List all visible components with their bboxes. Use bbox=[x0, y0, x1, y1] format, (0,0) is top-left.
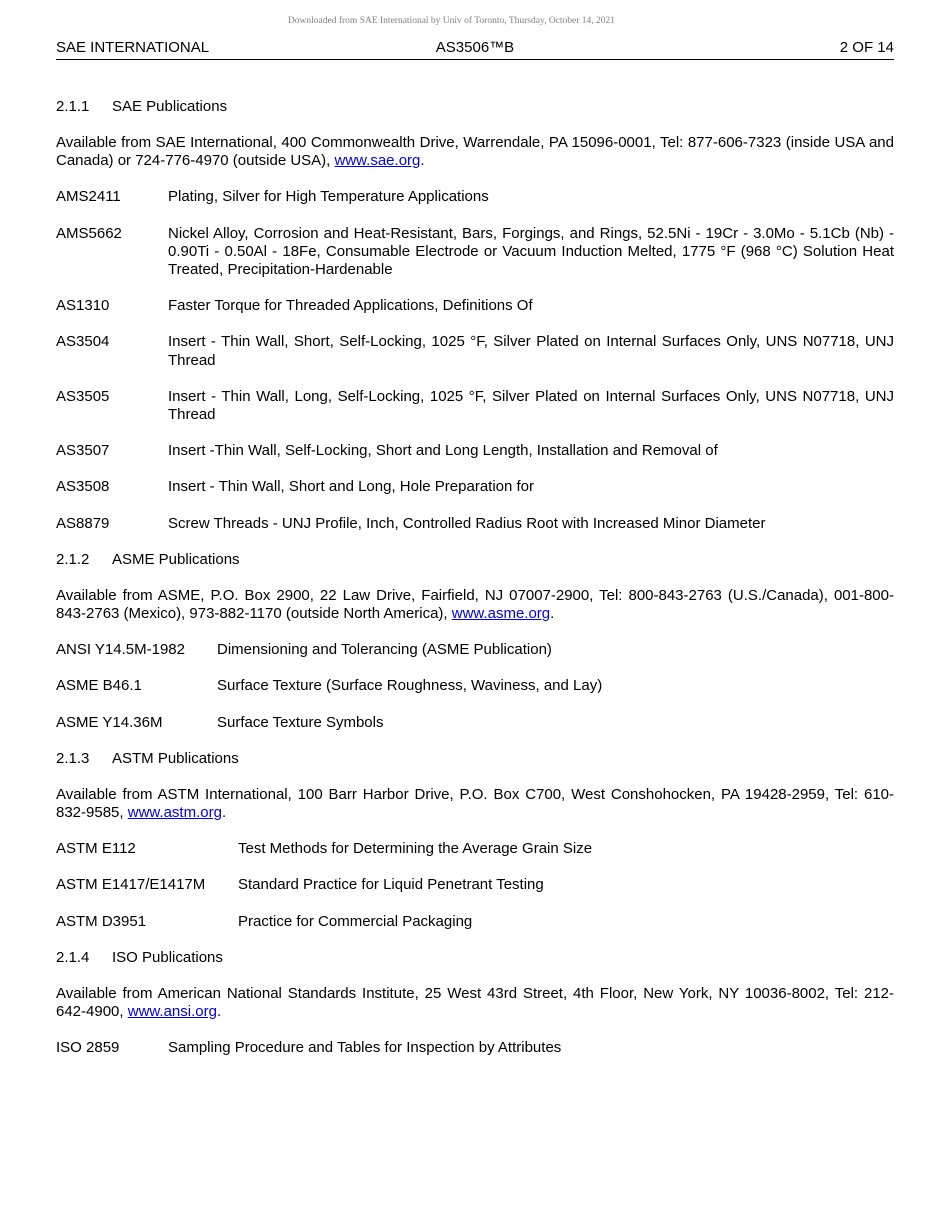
header-page-number: 2 OF 14 bbox=[839, 39, 894, 56]
reference-entry bbox=[56, 913, 894, 931]
reference-entry bbox=[56, 333, 894, 369]
reference-title: Insert -Thin Wall, Self-Locking, Short and Long Length, Installation and Removal of bbox=[168, 442, 718, 460]
availability-text: Available from ASTM International, 100 Barr Harbor Drive, P.O. Box C700, West Conshohocken, PA 19428-2959, Tel: 610-832-9585, bbox=[56, 785, 894, 822]
reference-title: Standard Practice for Liquid Penetrant Testing bbox=[238, 876, 544, 894]
reference-title: Dimensioning and Tolerancing (ASME Publication) bbox=[217, 641, 552, 659]
reference-code: AS1310 bbox=[56, 297, 110, 315]
reference-entry bbox=[56, 876, 894, 894]
reference-code: ASME B46.1 bbox=[56, 677, 142, 695]
reference-code: ASTM D3951 bbox=[56, 912, 147, 930]
section-title: ISO Publications bbox=[112, 948, 223, 966]
reference-title: Nickel Alloy, Corrosion and Heat-Resistant, Bars, Forgings, and Rings, 52.5Ni - 19Cr - 3.0Mo - 5.1Cb (Nb) - 0.90Ti - 0.50Al - 18Fe, Consumable Electrode or Vacuum Induction Melted, 1775 °F (968 °C) Solution Heat Treated, Precipitation-Hardenable bbox=[168, 224, 894, 279]
reference-code: ASTM E1417/E1417M bbox=[56, 876, 206, 894]
astm-website-link[interactable]: www.astm.org bbox=[127, 804, 222, 822]
reference-code: AMS2411 bbox=[56, 188, 121, 206]
availability-text: Available from ASME, P.O. Box 2900, 22 Law Drive, Fairfield, NJ 07007-2900, Tel: 800-843-2763 (U.S./Canada), 001-800-843-2763 (Mexico), 973-882-1170 (outside North America), bbox=[56, 586, 894, 623]
reference-entry bbox=[56, 388, 894, 424]
header-organization: SAE INTERNATIONAL bbox=[56, 39, 210, 56]
section-title: ASME Publications bbox=[112, 550, 240, 568]
asme-website-link[interactable]: www.asme.org bbox=[451, 605, 551, 623]
reference-entry bbox=[56, 1039, 894, 1057]
reference-entry bbox=[56, 515, 894, 533]
reference-code: AS3504 bbox=[56, 333, 110, 351]
reference-code: AS3507 bbox=[56, 442, 110, 460]
reference-title: Sampling Procedure and Tables for Inspection by Attributes bbox=[168, 1039, 562, 1057]
section-title: ASTM Publications bbox=[112, 749, 239, 767]
reference-title: Insert - Thin Wall, Short, Self-Locking, 1025 °F, Silver Plated on Internal Surfaces Only, UNS N07718, UNJ Thread bbox=[168, 333, 894, 369]
availability-astm: Available from ASTM International, 100 Barr Harbor Drive, P.O. Box C700, West Conshohocken, PA 19428-2959, Tel: 610-832-9585, www.astm.org. bbox=[56, 785, 894, 822]
reference-code: AS3508 bbox=[56, 478, 110, 496]
reference-title: Test Methods for Determining the Average Grain Size bbox=[238, 840, 593, 858]
section-number: 2.1.1 bbox=[56, 98, 90, 115]
document-body bbox=[56, 98, 894, 1057]
download-watermark: Downloaded from SAE International by Univ of Toronto, Thursday, October 14, 2021 bbox=[287, 16, 616, 26]
reference-entry bbox=[56, 641, 894, 659]
reference-entry bbox=[56, 677, 894, 695]
availability-asme: Available from ASME, P.O. Box 2900, 22 Law Drive, Fairfield, NJ 07007-2900, Tel: 800-843-2763 (U.S./Canada), 001-800-843-2763 (Mexico), 973-882-1170 (outside North America), www.asme.org. bbox=[56, 586, 894, 623]
section-heading-iso bbox=[56, 949, 894, 967]
reference-entry bbox=[56, 442, 894, 460]
availability-iso: Available from American National Standards Institute, 25 West 43rd Street, 4th Floor, New York, NY 10036-8002, Tel: 212-642-4900, www.ansi.org. bbox=[56, 984, 894, 1021]
reference-entry bbox=[56, 225, 894, 280]
section-number: 2.1.2 bbox=[56, 550, 90, 568]
page-header bbox=[56, 39, 894, 60]
section-heading-asme bbox=[56, 551, 894, 569]
availability-text: Available from American National Standards Institute, 25 West 43rd Street, 4th Floor, New York, NY 10036-8002, Tel: 212-642-4900, bbox=[56, 984, 894, 1021]
reference-code: ANSI Y14.5M-1982 bbox=[56, 641, 185, 659]
section-number: 2.1.3 bbox=[56, 749, 90, 767]
reference-entry bbox=[56, 840, 894, 858]
reference-title: Faster Torque for Threaded Applications, Definitions Of bbox=[168, 297, 533, 315]
ansi-website-link[interactable]: www.ansi.org bbox=[127, 1003, 217, 1021]
reference-title: Insert - Thin Wall, Short and Long, Hole Preparation for bbox=[168, 478, 535, 496]
section-title: SAE Publications bbox=[112, 98, 228, 115]
availability-sae: Available from SAE International, 400 Commonwealth Drive, Warrendale, PA 15096-0001, Tel: 877-606-7323 (inside USA and Canada) or 724-776-4970 (outside USA), www.sae.org. bbox=[56, 134, 894, 170]
availability-text: Available from SAE International, 400 Commonwealth Drive, Warrendale, PA 15096-0001, Tel: 877-606-7323 (inside USA and Canada) or 724-776-4970 (outside USA), bbox=[56, 134, 894, 170]
reference-title: Surface Texture (Surface Roughness, Waviness, and Lay) bbox=[217, 677, 603, 695]
reference-title: Insert - Thin Wall, Long, Self-Locking, 1025 °F, Silver Plated on Internal Surfaces Only, UNS N07718, UNJ Thread bbox=[168, 387, 894, 424]
reference-code: AS3505 bbox=[56, 387, 110, 405]
reference-title: Plating, Silver for High Temperature Applications bbox=[168, 188, 489, 206]
reference-title: Practice for Commercial Packaging bbox=[238, 912, 473, 930]
reference-title: Screw Threads - UNJ Profile, Inch, Controlled Radius Root with Increased Minor Diameter bbox=[168, 514, 766, 532]
reference-title: Surface Texture Symbols bbox=[217, 713, 384, 731]
section-heading-sae bbox=[56, 98, 894, 116]
reference-entry bbox=[56, 297, 894, 315]
section-number: 2.1.4 bbox=[56, 948, 90, 966]
reference-code: ISO 2859 bbox=[56, 1039, 120, 1057]
reference-code: AMS5662 bbox=[56, 224, 122, 242]
sae-website-link[interactable]: www.sae.org bbox=[334, 152, 421, 170]
reference-entry bbox=[56, 478, 894, 496]
section-heading-astm bbox=[56, 750, 894, 768]
header-document-number: AS3506™B bbox=[435, 39, 515, 56]
reference-code: ASME Y14.36M bbox=[56, 713, 163, 731]
reference-code: AS8879 bbox=[56, 514, 110, 532]
reference-code: ASTM E112 bbox=[56, 840, 136, 858]
reference-entry bbox=[56, 188, 894, 206]
reference-entry bbox=[56, 714, 894, 732]
